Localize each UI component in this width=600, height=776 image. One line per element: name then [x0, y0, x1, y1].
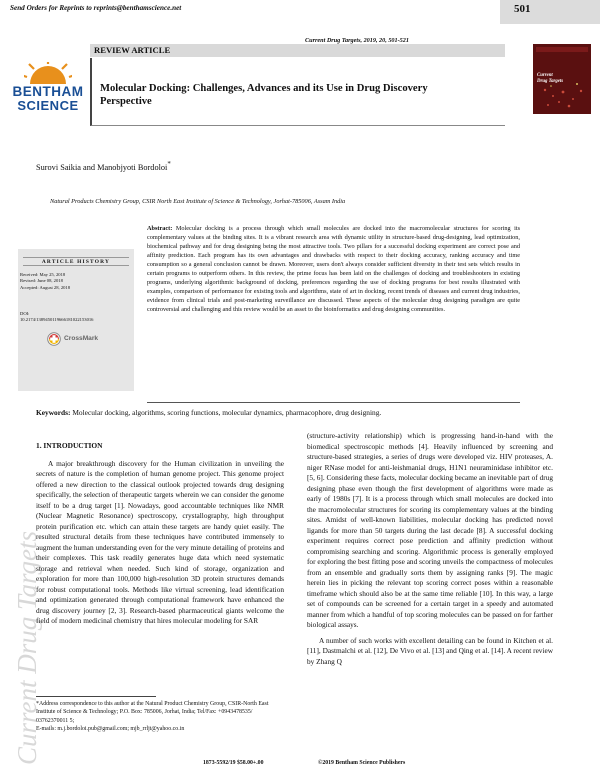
doi-link[interactable]: 10.2174/1389450119666181022153016 [20, 317, 94, 323]
affiliation: Natural Products Chemistry Group, CSIR North East Institute of Science & Technology, Jorhat-785006, Assam India [50, 198, 346, 205]
copyright-notice: ©2019 Bentham Science Publishers [318, 760, 406, 766]
intro-paragraph-1: A major breakthrough discovery for the Human civilization in unveiling the secrets of nature is the completion of human genome project. This genome project offered a new direction to the classical outlook projected towards drug designing specifically, the selection of therapeutic targets wherein we can consider the genome itself to be a drug target [1]. Nowadays, good accountable techniques like NMR (Nuclear Magnetic Resonance) spectroscopy, crystallography, high throughput protein purification etc. which can attain these targets are handy quiet easily. The resulted structural details from these techniques have contributed immensely to augment the human understanding even for the very minute detailing of proteins and their complexes. This task readily generates huge data which need systematic storage and retrieval when needed. Such kind of storage, organization and exploration for more than 100,000 high-resolution 3D protein structures demands for robust computational tools. Methods like virtual screening, lead identification and optimization generated through computational framework have enhanced the drug discovery journey [2, 3]. Research-based pharmaceutical giants welcome the field of modern medicinal chemistry that hires molecular modeling for SAR [36, 458, 284, 625]
accepted-date: Accepted: August 28, 2018 [20, 284, 71, 290]
abstract [147, 224, 520, 314]
logo-line2: SCIENCE [17, 98, 79, 113]
sunrise-icon [24, 62, 72, 84]
crossmark-label: CrossMark [64, 335, 99, 342]
footnote-address: *Address correspondence to this author at the Natural Product Chemistry Group, CSIR-North East Institute of Science & Technology; P.O. Box: 785006, Jorhat, India; Tel/Fax: +0943478535/ 03762370011 5; [36, 701, 269, 724]
cover-title-line1: Current [537, 73, 553, 78]
abstract-text: Molecular docking is a process through which small molecules are docked into the macromolecular structures for scoring its complementary values at the binding sites. It is a vibrant research area with dynamic utility in structure-based drug-designing, lead optimization, biochemical pathway and for drug designing being the most attractive tools. Two pillars for a successful docking experiment are correct pose and affinity prediction. Each program has its own advantages and drawbacks with respect to their docking accuracy, ranking accuracy and time consumption so a general conclusion cannot be drawn. Moreover, users don't always consider sufficient diversity in their test sets which results in certain programs to outperform others. In this review, the prime focus has been laid on the challenges of docking and troubleshooters in existing programs, underlying algorithmic background of docking, preferences regarding the use of docking programs for best results illustrated with examples, comparison of performance for existing tools and algorithms, state of art in docking, recent trends of diseases and current drug industries, evidence from clinical trials and post-marketing surveillance are discussed. These aspects of the molecular drug designing paradigm are quite controversial and challenging and this review would be an asset to the bioinformatics and drug designing communities. [147, 225, 521, 313]
doi-label: DOI: [20, 311, 30, 316]
journal-cover-thumbnail [533, 44, 591, 114]
article-history-dates [20, 272, 70, 291]
keywords-label: Keywords: [36, 408, 71, 417]
footnote-emails: E-mails: m.j.bordoloi.pub@gmail.com; mjb_rrljt@yahoo.co.in [36, 725, 185, 732]
cover-title [537, 73, 563, 85]
doi-block [20, 311, 134, 323]
author-list [36, 161, 171, 172]
keywords-text: Molecular docking, algorithms, scoring functions, molecular dynamics, pharmacophore, drug designing. [72, 408, 382, 417]
body-column-right [307, 431, 553, 667]
reprint-notice: Send Orders for Reprints to reprints@benthamscience.net [10, 4, 182, 12]
received-date: Received: May 25, 2018 [20, 272, 66, 277]
abstract-divider [147, 402, 520, 403]
page-number: 501 [514, 3, 531, 15]
keywords [36, 408, 381, 417]
corresponding-author-mark: * [167, 161, 171, 168]
intro-paragraph-1-cont: (structure-activity relationship) which is progressing hand-in-hand with the biomedical spectroscopic methods [4]. Heavily influenced by screening and structure-based strategies, a series of drugs were developed viz. HIV proteases, A. niger RNase model for anti-leishmanial drugs, H1N1 neuraminidase inhibitor etc. [5, 6]. Considering these facts, molecular docking became an inevitable part of drug designing phase even though the first development of algorithms were made as early of 1980s [7]. It is a process through which small molecules are docked into the macromolecular structures for scoring its complementary values at the binding sites. Amidst of well-known liabilities, molecular docking has predicted novel ligands for more than 50 targets during the last decade [8]. A successful docking experiment requires correct pose prediction and affinity prediction without compromising searching and scoring. Algorithmic process is generally employed for exploring the best fitting pose and scoring unveils the compactness of molecules from an ensemble and gradually sorts them by assigning ranks [9]. The magic herein lies in picking the relevant top scoring correct poses within a reasonable timeframe which should also be at the same time reliable [10]. In this way, a large set of compounds can be screened for a certain target in a speedy and automated manner from which a handful of top scoring molecules can be passed on for farther biological assays. [307, 431, 553, 629]
intro-paragraph-2: A number of such works with excellent detailing can be found in Kitchen et al. [11], Dastmalchi et al. [12], De Vivo et al. [13] and Qing et al. [14]. A recent review by Zhang Q [307, 635, 553, 666]
section-heading-introduction: 1. INTRODUCTION [36, 441, 103, 450]
issn-price: 1873-5592/19 $58.00+.00 [203, 760, 264, 766]
author-names: Surovi Saikia and Manobjyoti Bordoloi [36, 162, 168, 172]
abstract-label: Abstract: [147, 225, 173, 232]
footnote-divider [36, 696, 156, 697]
title-line2: Perspective [100, 96, 152, 107]
bentham-science-logo [6, 62, 90, 114]
revised-date: Revised: June 08, 2018 [20, 278, 63, 284]
article-type-label: REVIEW ARTICLE [90, 44, 505, 57]
article-title [100, 82, 495, 108]
watermark-text: Current Drug Targets [12, 530, 42, 765]
article-history-heading: ARTICLE HISTORY [23, 257, 129, 266]
body-column-left [36, 441, 284, 627]
title-line1: Molecular Docking: Challenges, Advances and its Use in Drug Discovery [100, 83, 428, 94]
logo-line1: BENTHAM [12, 84, 84, 99]
cover-title-line2: Drug Targets [537, 79, 564, 84]
correspondence-footnote [36, 700, 286, 733]
journal-reference: Current Drug Targets, 2019, 20, 501-521 [305, 37, 409, 44]
